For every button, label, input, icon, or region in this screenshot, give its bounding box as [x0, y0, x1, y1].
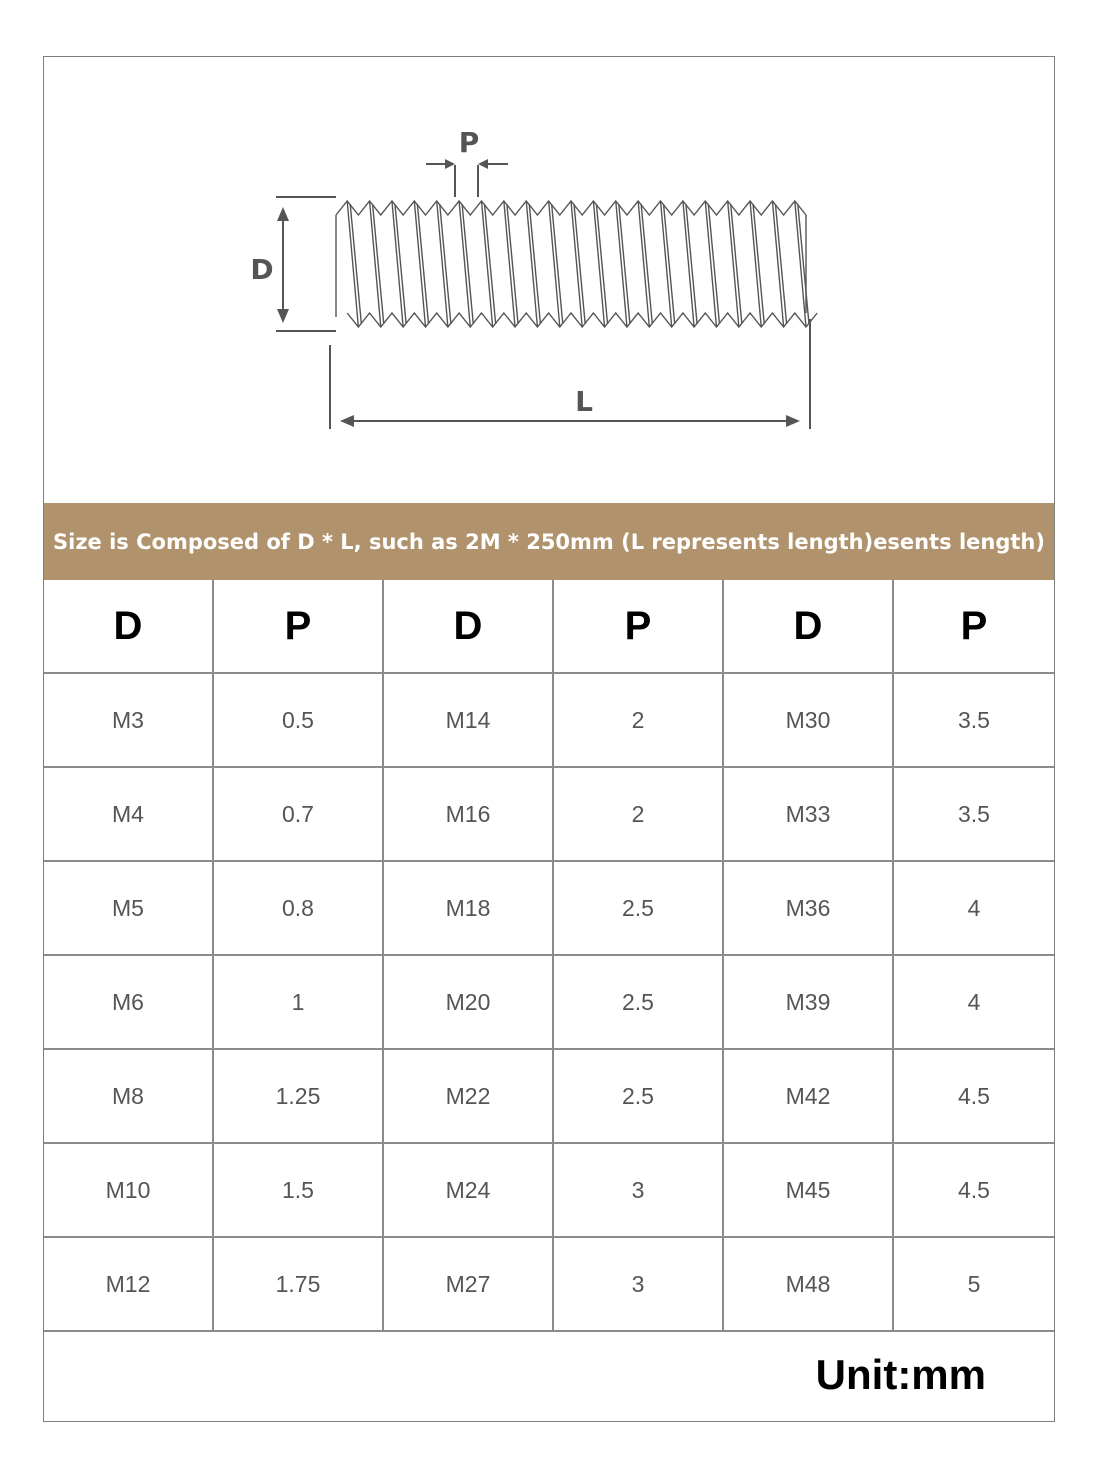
header-p: P [553, 580, 723, 673]
table-cell: M12 [44, 1237, 213, 1331]
header-p: P [213, 580, 383, 673]
table-cell: 4 [893, 861, 1054, 955]
table-row [44, 1049, 1054, 1143]
table-cell: M10 [44, 1143, 213, 1237]
size-note-text: Size is Composed of D * L, such as 2M * 250mm (L represents length)esents length) [53, 529, 1045, 554]
table-cell: 5 [893, 1237, 1054, 1331]
table-cell: 3 [553, 1143, 723, 1237]
table-cell: 1 [213, 955, 383, 1049]
table-cell: M8 [44, 1049, 213, 1143]
table-cell: 2.5 [553, 955, 723, 1049]
label-d: D [250, 253, 274, 286]
table-cell: 0.7 [213, 767, 383, 861]
table-cell: M33 [723, 767, 893, 861]
table-cell: M24 [383, 1143, 553, 1237]
table-row [44, 861, 1054, 955]
table-row [44, 955, 1054, 1049]
table-row [44, 767, 1054, 861]
table-cell: M36 [723, 861, 893, 955]
threaded-rod-icon [336, 201, 817, 327]
table-cell: 3.5 [893, 673, 1054, 767]
table-cell: M18 [383, 861, 553, 955]
unit-label: Unit:mm [815, 1351, 986, 1398]
table-cell: M48 [723, 1237, 893, 1331]
table-cell: M3 [44, 673, 213, 767]
table-cell: 2 [553, 767, 723, 861]
table-header-row [44, 580, 1054, 673]
table-row [44, 1143, 1054, 1237]
spec-sheet [43, 56, 1055, 1422]
header-p: P [893, 580, 1054, 673]
table-cell: M20 [383, 955, 553, 1049]
table-cell: 4 [893, 955, 1054, 1049]
table-cell: 1.75 [213, 1237, 383, 1331]
label-p: P [458, 126, 480, 159]
table-cell: 1.25 [213, 1049, 383, 1143]
table-cell: 4.5 [893, 1049, 1054, 1143]
label-l: L [575, 385, 593, 418]
table-cell: M22 [383, 1049, 553, 1143]
table-cell: M16 [383, 767, 553, 861]
table-cell: M4 [44, 767, 213, 861]
pitch-dimension [426, 159, 508, 197]
table-row [44, 673, 1054, 767]
table-cell: M45 [723, 1143, 893, 1237]
table-cell: M42 [723, 1049, 893, 1143]
table-row [44, 1237, 1054, 1331]
table-cell: 2.5 [553, 1049, 723, 1143]
table-cell: 4.5 [893, 1143, 1054, 1237]
table-cell: M6 [44, 955, 213, 1049]
table-cell: 3.5 [893, 767, 1054, 861]
table-cell: M30 [723, 673, 893, 767]
table-cell: 2.5 [553, 861, 723, 955]
table-cell: 2 [553, 673, 723, 767]
table-cell: M5 [44, 861, 213, 955]
header-d: D [723, 580, 893, 673]
header-d: D [44, 580, 213, 673]
threaded-rod-diagram [44, 57, 1056, 503]
diameter-dimension [276, 197, 336, 331]
table-cell: 1.5 [213, 1143, 383, 1237]
table-cell: 0.8 [213, 861, 383, 955]
length-dimension [330, 319, 810, 429]
table-cell: 3 [553, 1237, 723, 1331]
header-d: D [383, 580, 553, 673]
table-cell: 0.5 [213, 673, 383, 767]
table-cell: M14 [383, 673, 553, 767]
table-cell: M39 [723, 955, 893, 1049]
size-note-banner [44, 503, 1054, 580]
table-cell: M27 [383, 1237, 553, 1331]
thread-spec-table [44, 580, 1054, 1332]
